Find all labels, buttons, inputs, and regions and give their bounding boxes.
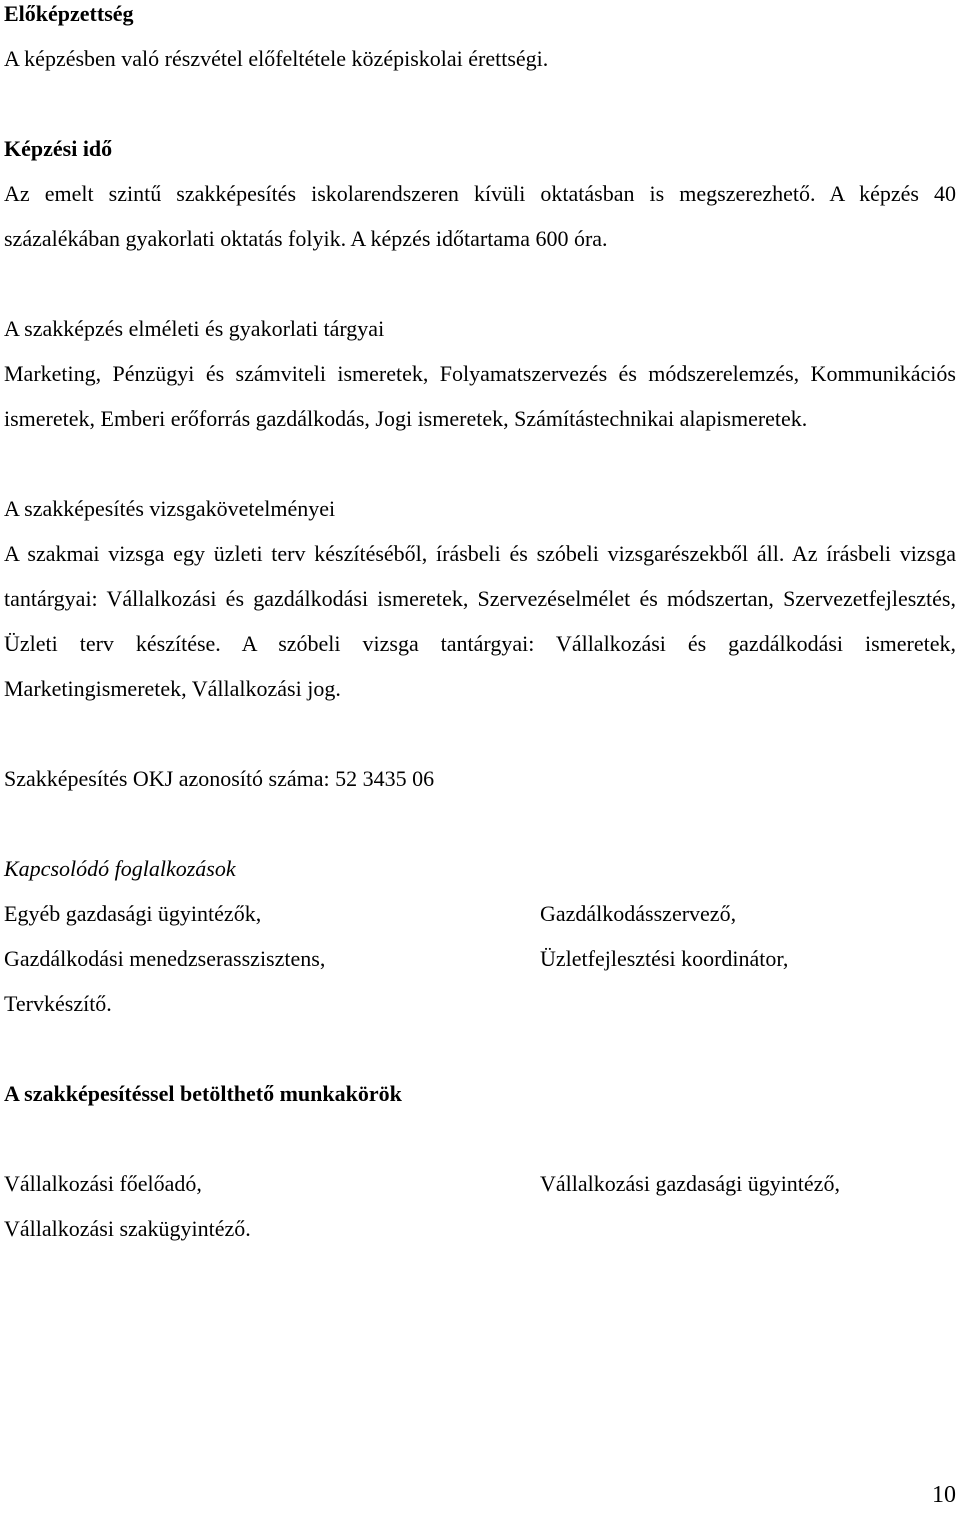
page-number: 10 — [932, 1482, 956, 1508]
spacer — [4, 801, 956, 846]
subjects-heading: A szakképzés elméleti és gyakorlati tárgyai — [4, 316, 385, 341]
exam-heading: A szakképesítés vizsgakövetelményei — [4, 496, 336, 521]
prerequisite-text: A képzésben való részvétel előfeltétele középiskolai érettségi. — [4, 46, 549, 71]
spacer — [4, 711, 956, 756]
related-occupation-item: Üzletfejlesztési koordinátor, — [540, 946, 789, 971]
duration-text: Az emelt szintű szakképesítés iskolarendszeren kívüli oktatásban is megszerezhető. A képzés 40 százalékában gyakorlati oktatás folyik. A képzés időtartama 600 óra. — [4, 181, 956, 251]
jobs-heading: A szakképesítéssel betölthető munkakörök — [4, 1081, 402, 1106]
job-item: Vállalkozási főelőadó, — [4, 1171, 202, 1196]
spacer — [4, 441, 956, 486]
exam-text: A szakmai vizsga egy üzleti terv készítéséből, írásbeli és szóbeli vizsgarészekből áll. Az írásbeli vizsga tantárgyai: Vállalkozási és gazdálkodási ismeretek, Szervezéselmélet és módszertan, Szervezetfejlesztés, Üzleti terv készítése. A szóbeli vizsga tantárgyai: Vállalkozási és gazdálkodási ismeretek, Marketingismeretek, Vállalkozási jog. — [4, 541, 956, 701]
spacer — [4, 81, 956, 126]
related-occupation-item: Egyéb gazdasági ügyintézők, — [4, 901, 262, 926]
related-occupation-item: Gazdálkodásszervező, — [540, 901, 737, 926]
okj-number-text: Szakképesítés OKJ azonosító száma: 52 3435 06 — [4, 766, 435, 791]
related-occupations-right-column — [540, 891, 956, 1026]
related-occupations-list — [4, 891, 956, 1026]
document-page — [4, 0, 956, 1251]
job-item: Vállalkozási szakügyintéző. — [4, 1216, 251, 1241]
spacer — [4, 1026, 956, 1071]
job-item: Vállalkozási gazdasági ügyintéző, — [540, 1171, 840, 1196]
jobs-list — [4, 1161, 956, 1251]
spacer — [4, 261, 956, 306]
related-occupations-heading: Kapcsolódó foglalkozások — [4, 856, 236, 881]
jobs-left-column — [4, 1161, 540, 1251]
subjects-text: Marketing, Pénzügyi és számviteli ismeretek, Folyamatszervezés és módszerelemzés, Kommunikációs ismeretek, Emberi erőforrás gazdálkodás, Jogi ismeretek, Számítástechnikai alapismeretek. — [4, 361, 956, 431]
spacer — [4, 1116, 956, 1161]
duration-heading: Képzési idő — [4, 136, 113, 161]
jobs-right-column — [540, 1161, 956, 1251]
related-occupation-item: Gazdálkodási menedzserasszisztens, — [4, 946, 326, 971]
prerequisite-heading: Előképzettség — [4, 1, 134, 26]
related-occupations-left-column — [4, 891, 540, 1026]
related-occupation-item: Tervkészítő. — [4, 991, 112, 1016]
